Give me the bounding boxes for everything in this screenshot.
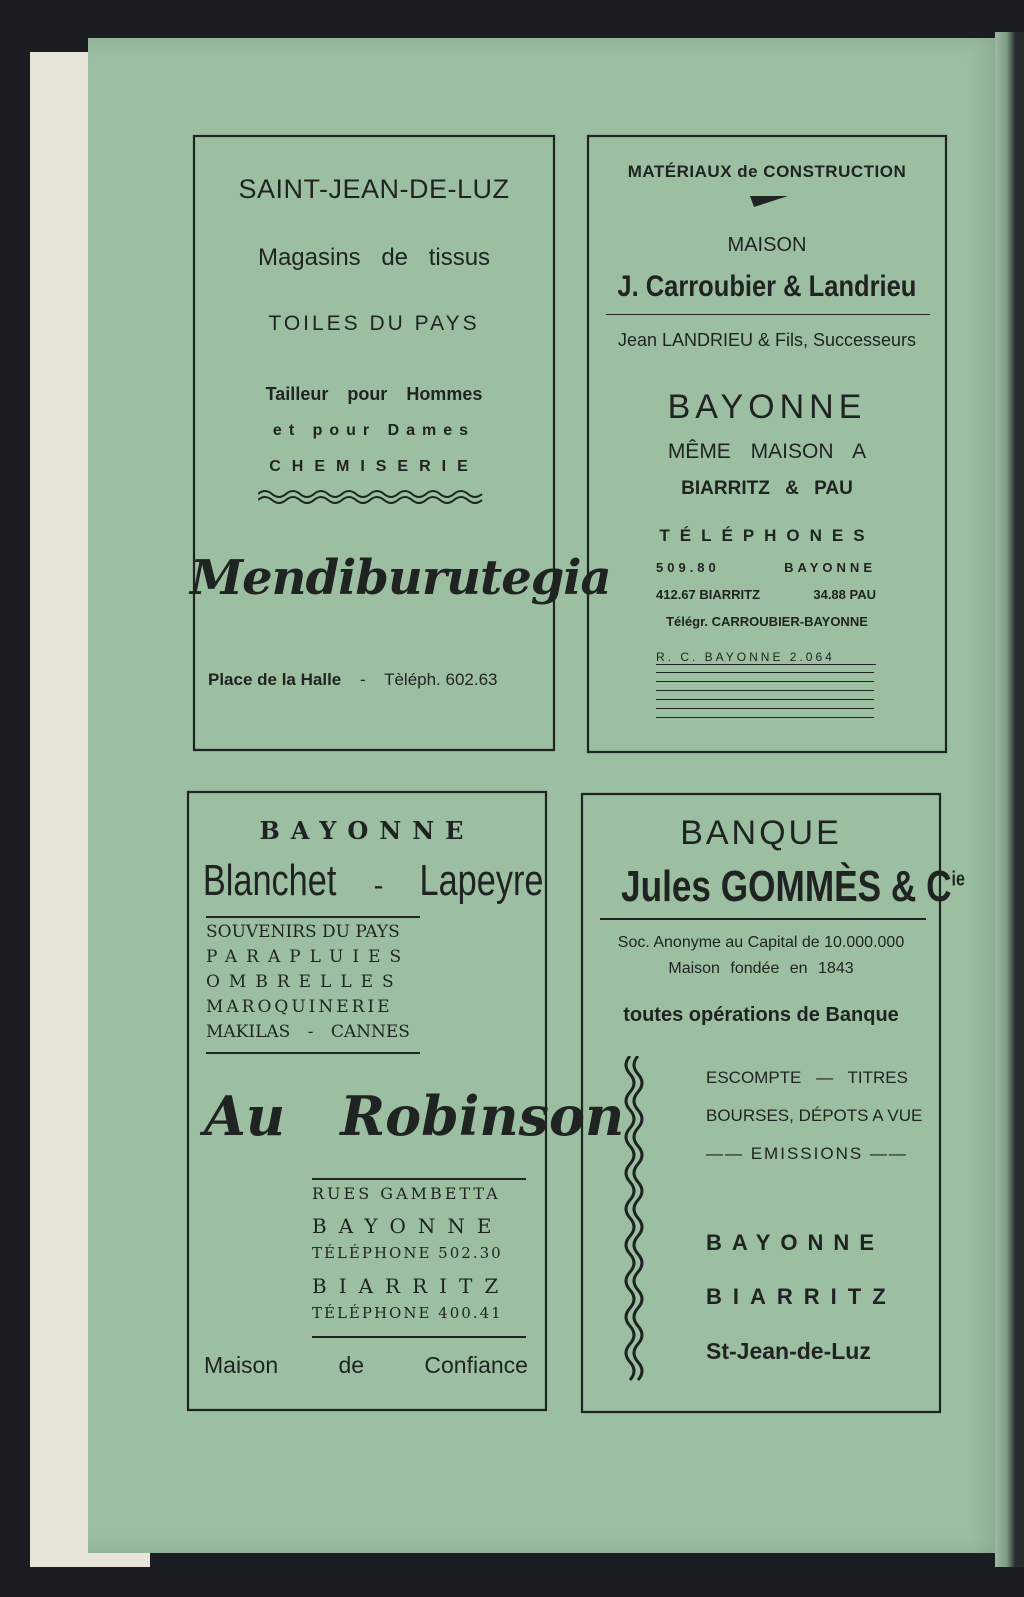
tel-bayonne: TÉLÉPHONE 502.30 (312, 1244, 503, 1262)
motto: Maison de Confiance (204, 1352, 528, 1378)
tel-biarritz: TÉLÉPHONE 400.41 (312, 1304, 503, 1322)
address: Place de la Halle (208, 670, 342, 689)
successors: Jean LANDRIEU & Fils, Successeurs (617, 330, 917, 350)
address-line (208, 670, 498, 690)
cities: BIARRITZ & PAU (681, 478, 853, 499)
streets: RUES GAMBETTA (312, 1184, 501, 1203)
maison: MAISON (727, 234, 807, 256)
item-maroquinerie: MAROQUINERIE (206, 997, 393, 1017)
line-cloths: TOILES DU PAYS (268, 312, 480, 335)
divider (606, 314, 930, 315)
service-escompte: ESCOMPTE — TITRES (706, 1068, 908, 1087)
branches (706, 1230, 928, 1392)
line-fabrics: Magasins de tissus (257, 244, 491, 271)
page-edge (995, 32, 1024, 1567)
divider-addr-top (312, 1178, 526, 1180)
item-makilas: MAKILAS - CANNES (206, 1022, 410, 1042)
founded: Maison fondée en 1843 (668, 960, 854, 977)
service-bourses: BOURSES, DÉPOTS A VUE (706, 1106, 923, 1125)
line-dames: et pour Dames (272, 422, 476, 439)
capital: Soc. Anonyme au Capital de 10.000.000 (617, 934, 905, 951)
ad-gommes (578, 790, 965, 1416)
ad-robinson (184, 788, 625, 1414)
firm-name: Blanchet - Lapeyre (202, 856, 544, 905)
tel-row-2: 412.67 BIARRITZ 34.88 PAU (656, 587, 876, 602)
divider-top (206, 916, 420, 918)
address-block (312, 1184, 532, 1334)
phone: Tèléph. 602.63 (384, 670, 498, 689)
branch-stjean: St-Jean-de-Luz (706, 1338, 871, 1364)
line-tailor: Tailleur pour Hommes (265, 384, 483, 404)
item-parapluies: PARAPLUIES (206, 947, 411, 967)
line-chemiserie: CHEMISERIE (269, 458, 479, 475)
town-name: SAINT-JEAN-DE-LUZ (238, 174, 510, 204)
shop-name: Au Robinson (204, 1084, 625, 1148)
heading: MATÉRIAUX de CONSTRUCTION (627, 162, 907, 181)
address-sep: - (359, 670, 366, 689)
ad-carroubier (584, 132, 950, 756)
city: BAYONNE (259, 816, 475, 845)
branch-bayonne: BAYONNE (706, 1230, 884, 1255)
service-emissions: —— EMISSIONS —— (706, 1144, 908, 1163)
city: BAYONNE (667, 388, 867, 426)
firm-name: Jules GOMMÈS & $C^{ie}$ (620, 862, 965, 911)
operations: toutes opérations de Banque (623, 1004, 899, 1026)
item-list (206, 922, 422, 1047)
firm-name: J. Carroubier & Landrieu (617, 270, 917, 303)
wavy-border (190, 132, 611, 754)
divider (600, 918, 926, 920)
item-souvenirs: SOUVENIRS DU PAYS (206, 922, 400, 942)
tel-heading: TÉLÉPHONES (659, 526, 875, 545)
ruled-lines (656, 672, 874, 718)
item-ombrelles: OMBRELLES (206, 972, 403, 992)
border-path (194, 136, 554, 750)
divider-bottom (206, 1052, 420, 1054)
ad-mendiburutegia (190, 132, 611, 754)
city-biarritz: BIARRITZ (312, 1274, 511, 1298)
services (706, 1068, 928, 1182)
shop-name: Mendiburutegia (190, 550, 611, 606)
tel-row-1: 509.80 BAYONNE (656, 560, 876, 575)
branch-biarritz: BIARRITZ (706, 1284, 897, 1309)
pennant-flag-icon (750, 196, 790, 208)
banque: BANQUE (680, 814, 842, 852)
wave-ornament-icon (622, 1056, 650, 1386)
rc-number: R. C. BAYONNE 2.064 (656, 650, 876, 665)
city-bayonne: BAYONNE (312, 1214, 504, 1238)
same-house: MÊME MAISON A (667, 440, 867, 463)
divider-addr-bottom (312, 1336, 526, 1338)
telegram: Télégr. CARROUBIER-BAYONNE (666, 614, 868, 629)
wave-ornament-icon (258, 488, 490, 506)
